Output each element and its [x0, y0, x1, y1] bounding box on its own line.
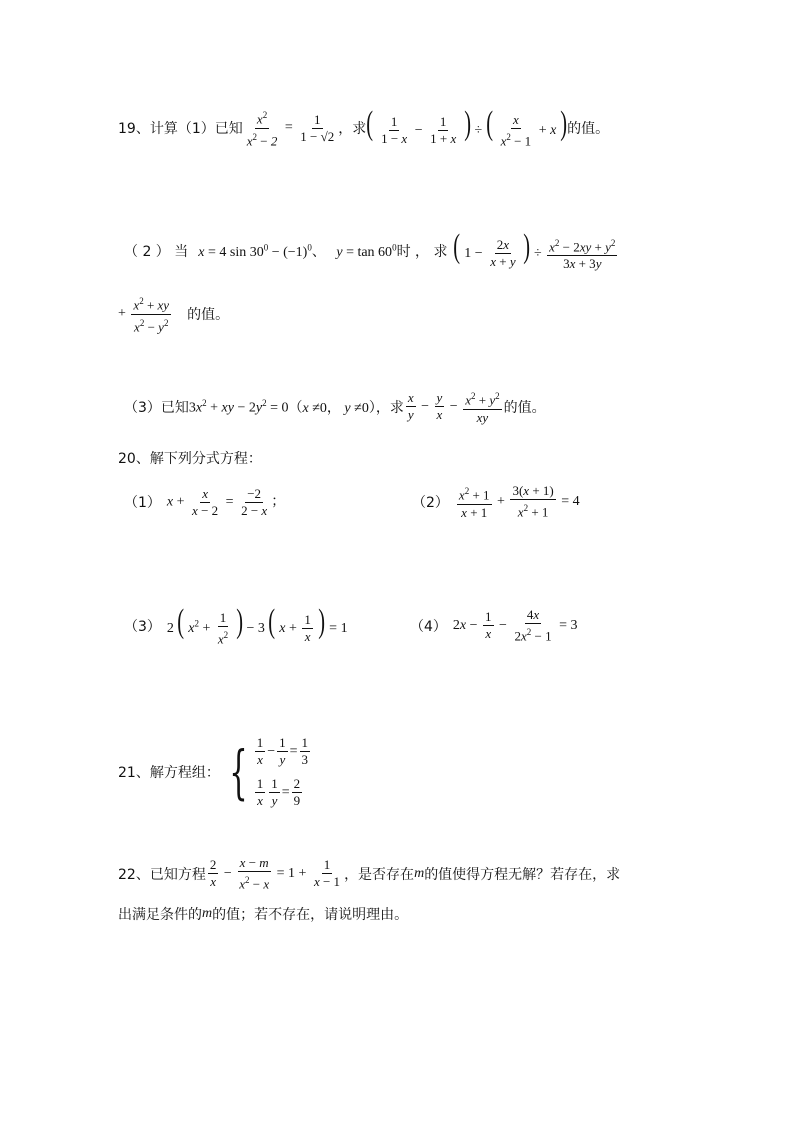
- q19-part3: （3）已知 $3x^2$ + xy − $2y^2 = 0$ （ x ≠0， y ≠0 ），求 $\frac{x}{y}$ − $\frac{y}{x}$ − $\frac{x^2 + y^2}{xy}$ 的值。: [124, 385, 546, 429]
- q19-p2-expr: ( 1 − $\frac{2x}{x + y}$ ) ÷ $\frac{x^2 - 2xy + y^2}{3x + 3y}$: [453, 227, 616, 272]
- q19-p3-expr: $\frac{x}{y}$ − $\frac{y}{x}$ − $\frac{x^2 + y^2}{xy}$: [404, 388, 504, 425]
- q20-eq1: （1） x + $\frac{x}{x - 2}$ = $\frac{-2}{2 - x}$ ；: [124, 485, 286, 518]
- q19-p2-expr2: + $\frac{x^2 + xy}{x^2 - y^2}$: [118, 293, 173, 335]
- q20-title: 20、解下列分式方程：: [118, 451, 262, 467]
- q19-label: 19、计算（1）已知: [118, 121, 243, 137]
- q21: 21、解方程组： { $\frac{1}{x}$ − $\frac{1}{y}$ = $\frac{1}{3}$ $\frac{1}{x}$ $\frac{1}{y}$ = $\frac{2}{9}$: [118, 726, 312, 818]
- q22-equation: $\frac{2}{x}$ − $\frac{x - m}{x^2 - x}$ = 1 + $\frac{1}{x - 1}$: [209, 855, 341, 892]
- q19-p3-eq: $3x^2$ + xy − $2y^2 = 0$: [188, 397, 289, 416]
- q19-part2-cont: + $\frac{x^2 + xy}{x^2 - y^2}$ 的值。: [118, 292, 229, 336]
- q19-expression: ( $\frac{1}{1 - x}$ − $\frac{1}{1 + x}$ ) ÷ ( $\frac{x}{x^2 - 1}$ + x ): [366, 104, 567, 149]
- q20-eq3: （3） 2 ( $x^2$ + $\frac{1}{x^2}$ ) − 3 ( x + $\frac{1}{x}$ ) = 1: [124, 602, 348, 647]
- q22-line2: 出满足条件的 m 的值；若不存在，请说明理由。: [118, 906, 409, 923]
- q19-given-eq: $\frac{x^2}{x^2 - 2}$ = $\frac{1}{1 - √2}$: [243, 107, 339, 149]
- q21-system: $\frac{1}{x}$ − $\frac{1}{y}$ = $\frac{1}{3}$ $\frac{1}{x}$ $\frac{1}{y}$ = $\frac{2}{9}$: [256, 735, 309, 808]
- q19-part1: 19、计算（1）已知 $\frac{x^2}{x^2 - 2}$ = $\frac{1}{1 - √2}$ ，求 ( $\frac{1}{1 - x}$ − $\frac{1}{1 + x}$ ) ÷ ( $\frac{x}{x^2 - 1}$ + x ) 的值。: [118, 104, 610, 149]
- q20-eq2: （2） $\frac{x^2 + 1}{x + 1}$ + $\frac{3(x + 1)}{x^2 + 1}$ = 4: [412, 483, 580, 520]
- q19-part2: （ 2 ） 当 x = 4 $\sin 30^0 - (-1)^0$、 $y = \tan 60^0$ 时 ， 求 ( 1 − $\frac{2x}{x + y}$ ) ÷ $\frac{x^2 - 2xy + y^2}{3x + 3y}$: [124, 229, 619, 273]
- q20-eq4: （4） 2x − $\frac{1}{x}$ − $\frac{4x}{2x^2 - 1}$ = 3: [410, 607, 578, 644]
- q19-p2-cond: x = 4 $\sin 30^0 - (-1)^0$、 $y = \tan 60^0$: [198, 242, 397, 260]
- q22-line1: 22、已知方程 $\frac{2}{x}$ − $\frac{x - m}{x^2 - x}$ = 1 + $\frac{1}{x - 1}$ ，是否存在 m 的值使得方程无解？若存在，求: [118, 855, 621, 892]
